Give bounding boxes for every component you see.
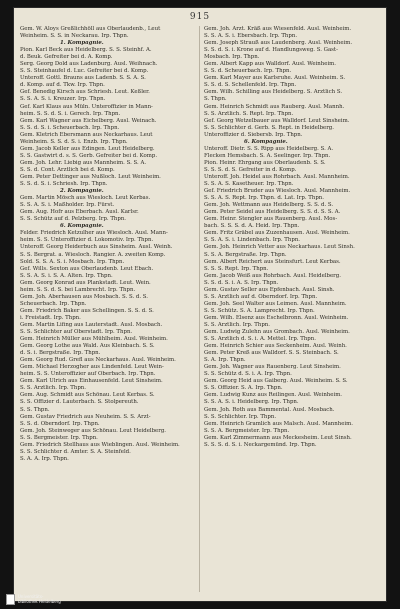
- entry-line: Gem. Gustav Seller aus Epfenbach. Ausl. Sinsh.: [204, 286, 335, 293]
- entry-line: S. S. Ärztlich. Irp. Thpn.: [204, 321, 270, 328]
- entry-line: S. S. Ä. S. i. S. Ä. Alten. Irp. Thpn.: [20, 272, 113, 279]
- entry-line: Gem. Martin Lifing aus Lauterstadt. Ausl. Mosbach.: [20, 321, 163, 328]
- entry-line: S. S. Schlichter auf Oberstadt. Irp. Thpn.: [20, 329, 133, 336]
- entry-line: S. S. Thpn.: [20, 406, 50, 413]
- left-column: [20, 26, 196, 592]
- entry-line: S. S. d. S. Schellenfeld. Irp. Thpn.: [204, 82, 297, 89]
- entry-line: Gem. Michael Herzogher aus Lindenfeld. Leut Wein-: [20, 364, 164, 371]
- entry-line: Gem. Joh. Aberhausen aus Mosbach. S. S. d. S.: [20, 293, 148, 300]
- entry-line: Pion. Heinr. Ehrgang aus Oberlaudenb. S. S.: [204, 159, 326, 166]
- entry-line: S. S. Ä. S. i. Lindenbach. Irp. Thpn.: [204, 237, 301, 244]
- entry-line: S. Ä. Ä. Irp. Thpn.: [20, 455, 69, 462]
- entry-line: S. S. Ärztlich. S. Rept. Irp. Thpn.: [204, 110, 294, 117]
- entry-line: S. Ä. Irp. Thpn.: [204, 357, 246, 364]
- entry-line: Gem. Joseph Strauß aus Laudenberg. Ausl. Weinheim.: [204, 40, 353, 47]
- entry-line: Felder. Friedrich Ketzulher aus Wiesloch. Ausl. Mann-: [20, 230, 168, 237]
- entry-line: heim. S. S. Unteroffizier auf Oberbach. Irp. Thpn.: [20, 371, 156, 378]
- entry-line: S. S. Offizier. S. Ä. Irp. Thpn.: [204, 385, 283, 392]
- entry-line: S. S. d. S. i. Schriesh. Irp. Thpn.: [20, 181, 108, 188]
- entry-line: Gem. Heinrich Müller aus Mühlheim. Ausl. Weinheim.: [20, 336, 168, 343]
- entry-line: Gem. Joh. Heinrich Vetter aus Neckarhaus. Leut Sinsh.: [204, 244, 355, 251]
- entry-line: Gem. Heinrich Schmidt aus Rauberg. Ausl. Mannh.: [204, 103, 345, 110]
- entry-line: Gem. Karl Zimmermann aus Meckesheim. Leut Sinsh.: [204, 434, 352, 441]
- entry-line: S. S. Schlichter. Irp. Thpn.: [204, 413, 277, 420]
- entry-line: S. S. Gastwirt d. s. S. Gerb. Gefreiter bei d. Komp.: [20, 152, 158, 159]
- library-logo-line2: bibliothek Heidelberg: [18, 598, 61, 604]
- page-number: 915: [189, 12, 211, 22]
- entry-line: Gem. Karl Wagner aus Eichelberg. Ausl. Weinach.: [20, 117, 157, 124]
- entry-line: Gem. Joh. Roth aus Bammental. Ausl. Mosbach.: [204, 406, 335, 413]
- entry-line: Gem. Jacob Keller aus Edingen. Leut Heidelberg.: [20, 145, 155, 152]
- entry-line: S. S. Schütz. S. Ä. Lamprecht. Irp. Thpn.: [204, 307, 315, 314]
- entry-line: S. S. Bergrat. a. Wiesloch. Rangier. Ä. zweiten Komp.: [20, 251, 166, 258]
- entry-line: S. S. d. Cont. Ärztlich bei d. Komp.: [20, 166, 115, 173]
- entry-line: Gem. Peter Kreß aus Walldorf. S. S. Steinbach. S.: [204, 350, 339, 357]
- entry-line: Gem. Aug. Hofr aus Eberbach. Ausl. Karlsr.: [20, 209, 139, 216]
- entry-line: S. Thpn.: [204, 96, 227, 103]
- entry-line: Weinheim. S. S. in Neckarau. Irp. Thpn.: [20, 33, 129, 40]
- section-heading: 6. Kompagnie.: [60, 223, 104, 230]
- entry-line: Flecken Hemsbach. S. Ä. Seelinger. Irp. Thpn.: [204, 152, 331, 159]
- entry-line: Gef. Benedig Kirsch aus Schriesh. Leut. Keßler.: [20, 89, 150, 96]
- entry-line: S. S. Schütz auf d. Pelzberg. Irp. Thpn.: [20, 216, 127, 223]
- entry-line: S. S. d. S. i. Scheuerbach. Irp. Thpn.: [20, 124, 120, 131]
- section-heading: 1. Kompagnie.: [60, 40, 104, 47]
- entry-line: d. S. i. Bergstraße. Irp. Thpn.: [20, 350, 101, 357]
- entry-line: S. S. Schütz d. S. i. Ä. Irp. Thpn.: [204, 371, 292, 378]
- entry-line: Gem. Georg Heid aus Gaiberg. Ausl. Weinheim. S. S.: [204, 378, 348, 385]
- entry-line: Gem. Ludwig Kunz aus Reilingen. Ausl. Weinheim.: [204, 392, 343, 399]
- entry-line: Gef. Wills. Sexton aus Oberlaudenb. Leut Ebach.: [20, 265, 154, 272]
- entry-line: Gem. Friedrich Baker aus Schellingen. S. S. d. S.: [20, 307, 154, 314]
- entry-line: Gef. Karl Klaus aus Müln. Unteroffizier in Mann-: [20, 103, 153, 110]
- entry-line: Gem. Fritz Gräbel aus Zuzenhausen. Ausl. Weinheim.: [204, 230, 350, 237]
- entry-line: Gem. Georg Rud. Grefl aus Neckarhaus. Ausl. Weinheim.: [20, 357, 176, 364]
- entry-line: S. S. Ä. S. i. Maßholder. Irp. Fürst.: [20, 202, 115, 209]
- entry-line: Gef. Friedrich Bruder aus Wiesloch. Ausl. Mannheim.: [204, 188, 351, 195]
- entry-line: Gem. Joh. Lehr. Liebig aus Mannheim. S. S. Ä.: [20, 159, 147, 166]
- entry-line: Gem. Georg Konrad aus Plankstadt. Leut. Wein.: [20, 279, 151, 286]
- right-column: [204, 26, 380, 592]
- entry-line: Pion. Karl Beck aus Heidelberg. S. S. Steinhf. Ä.: [20, 47, 152, 54]
- entry-line: Gem. Wilh. Elsenz aus Eschelbronn. Ausl. Weinheim.: [204, 314, 349, 321]
- entry-line: Gem. Martin Mösch aus Wiesloch. Leut Kerbas.: [20, 195, 151, 202]
- entry-line: i. Freistadt. Irp. Thpn.: [20, 314, 81, 321]
- entry-line: Scheuerbach. Irp. Thpn.: [20, 300, 87, 307]
- entry-line: Gem. W. Aloys Greßlichhöll aus Oberlaudenb., Leut: [20, 26, 161, 32]
- entry-line: Gem. Gustav Friedrich aus Neuheim. S. S. Ärzt-: [20, 413, 151, 420]
- entry-line: Gem. Joh. Wettmann aus Heidelberg. S. S. d. S.: [204, 202, 334, 209]
- entry-line: S. S. d. S. i. Krone auf d. Handlungsweg. S. Gast-: [204, 47, 338, 54]
- entry-line: Gem. Ludwig Zulehn aus Grombach. Ausl. Weinheim.: [204, 329, 350, 336]
- entry-line: Unteroff. Joh. Heidel aus Rohrbach. Ausl. Mannheim.: [204, 173, 350, 180]
- entry-line: S. S. d. Scheuerbach. Irp. Thpn.: [204, 68, 292, 75]
- entry-line: Gem. Joh. Ärzt. Kräß aus Wiesenfeld. Ausl. Weinheim.: [204, 26, 352, 32]
- entry-line: Gem. Heinrich Gramlich aus Malsch. Ausl. Mannheim.: [204, 420, 353, 427]
- entry-line: Gem. Joh. Steinweger aus Schönau. Leut Heidelberg.: [20, 427, 166, 434]
- entry-line: Weinheim. S. S. d. S. i. Enzb. Irp. Thpn.: [20, 138, 128, 145]
- entry-line: d. Beuk. Gefreiter bei d. A. Komp.: [20, 54, 113, 61]
- entry-line: S. S. Ärztlich d. S. i. Ä. Mettel. Irp. Thpn.: [204, 336, 316, 343]
- entry-line: Gem. Karl Ulrich aus Einhausenfeld. Leut Sinsheim.: [20, 378, 163, 385]
- entry-line: Mosbach. Irp. Thpn.: [204, 54, 260, 61]
- entry-line: S. S. Ä. S. Rept. Irp. Thpn. d. Lat. Irp. Thpn.: [204, 195, 324, 202]
- entry-line: Gem. Kletrich Ebersmann aus Neckarhaus. Leut: [20, 131, 153, 138]
- entry-line: Gem. Albert Reichert aus Steinsfurt. Leut Kerbas.: [204, 258, 341, 265]
- library-logo: [6, 594, 61, 605]
- entry-line: S. S. Schlichter d. Ämter. S. Ä. Steinfeld.: [20, 448, 131, 455]
- entry-line: S. S. Ä. S. Kasetheuer. Irp. Thpn.: [204, 181, 294, 188]
- entry-line: Gem. Peter Seidel aus Heidelberg. S. S. d. S. S. Ä.: [204, 209, 341, 216]
- entry-line: Gem. Jacob Weiß aus Rohrbach. Ausl. Heidelberg.: [204, 272, 341, 279]
- entry-line: S. S. Ä. S. i. Kreuzer. Irp. Thpn.: [20, 96, 106, 103]
- entry-line: S. S. d. Oberndorf. Irp. Thpn.: [20, 420, 100, 427]
- entry-line: heim. S. S. d. S. i. Gerech. Irp. Thpn.: [20, 110, 121, 117]
- entry-line: S. S. S. Rept. Irp. Thpn.: [204, 265, 269, 272]
- entry-line: S. S. Ä. Bergstraße. Irp. Thpn.: [204, 251, 287, 258]
- library-logo-icon: [6, 594, 15, 605]
- section-heading: 2. Kompagnie.: [60, 188, 104, 195]
- column-divider: [199, 26, 200, 592]
- entry-line: Unteroffizier d. Siebersb. Irp. Thpn.: [204, 131, 303, 138]
- entry-line: Gem. Aug. Schmidt aus Schönau. Leut Kerbas. S.: [20, 392, 155, 399]
- entry-line: Gem. Albert Kapp aus Walldorf. Ausl. Weinheim.: [204, 61, 336, 68]
- entry-line: Gef. Georg Wetzelbauer aus Walldorf. Leut Sinsheim.: [204, 117, 350, 124]
- entry-line: Serg. Georg Dold aus Ladenburg. Ausl. Weihnach.: [20, 61, 158, 68]
- entry-line: Gem. Wilh. Schilling aus Heidelberg. S. Ärztlich S.: [204, 89, 343, 96]
- section-heading: 6. Kompagnie.: [244, 138, 288, 145]
- entry-line: Gem. Joh. Wagner aus Rauenberg. Leut Sinsheim.: [204, 364, 341, 371]
- entry-line: Gem. Georg Lothe aus Wald. Aus Kleinbach. S. S.: [20, 343, 155, 350]
- entry-line: bach. S. S. S. d. Ä. Heid. Irp. Thpn.: [204, 223, 300, 230]
- entry-line: S. S. Bergmeister. Irp. Thpn.: [20, 434, 98, 441]
- entry-line: S. S. Ä. S. i. Heidelberg. Irp. Thpn.: [204, 399, 299, 406]
- entry-line: S. S. Ärztlich auf d. Oberndorf. Irp. Thpn.: [204, 293, 318, 300]
- entry-line: heim. S. S. d. S. bei Lambrecht. Irp. Thpn.: [20, 286, 136, 293]
- entry-line: S. S. Schlichter d. Gerb. S. Rept. in Heidelberg.: [204, 124, 334, 131]
- entry-line: Gem. Peter Dettinger aus Nußloch. Leut Weinheim.: [20, 173, 161, 180]
- entry-line: S. S. S. d. S. Gefreiter in d. Komp.: [204, 166, 297, 173]
- library-logo-text: [18, 595, 61, 604]
- entry-line: S. S. Offizier d. Lauterbach. S. Stolpereuth.: [20, 399, 139, 406]
- entry-line: S. S. Ä. Bergmeister. Irp. Thpn.: [204, 427, 290, 434]
- entry-line: S. S. Steinhaufel d. Luc. Gefreiter bei d. Komp.: [20, 68, 149, 75]
- entry-line: Unteroff. Dietr. S. S. Ripp aus Heidelberg. S. Ä.: [204, 145, 334, 152]
- entry-line: Gem. Joh. Seel Walter aus Leimen. Ausl. Mannheim.: [204, 300, 347, 307]
- document-page: [14, 8, 386, 601]
- entry-line: S. S. Ärztlich. Irp. Thpn.: [20, 385, 86, 392]
- entry-line: Gem. Friedrich Stellhaus aus Wieblingen. Ausl. Weinheim.: [20, 441, 180, 448]
- library-logo-line1: Universitäts-: [18, 594, 44, 599]
- entry-line: S. S. d. S. i. Ä. S. Irp. Thpn.: [204, 279, 279, 286]
- entry-line: Gem. Heinrich Schier aus Seckenheim. Ausl. Weinh.: [204, 343, 347, 350]
- entry-line: Sold. S. S. Ä. S. i. Mosbach. Irp. Thpn.: [20, 258, 125, 265]
- entry-line: Unteroff. Gottl. Brauns aus Ladenb. S. S. Ä. S.: [20, 75, 146, 82]
- entry-line: heim. S. S. Unteroffizier d. Lokomotiv. Irp. Thpn.: [20, 237, 154, 244]
- entry-line: S. S. Ä. S. i. Ebersbach. Irp. Thpn.: [204, 33, 298, 40]
- entry-line: S. S. S. d. S. i. Neckargemünd. Irp. Thpn.: [204, 441, 317, 448]
- entry-line: Gem. Karl Mayer aus Karlsruhe. Ausl. Weinheim. S.: [204, 75, 346, 82]
- entry-line: d. Komp. auf d. Tkw. Irp. Thpn.: [20, 82, 105, 89]
- entry-line: Gem. Heinr. Stengler aus Rauenberg. Ausl. Mos-: [204, 216, 338, 223]
- entry-line: Unteroff. Georg Heiderbuch aus Sinsheim. Ausl. Weinh.: [20, 244, 173, 251]
